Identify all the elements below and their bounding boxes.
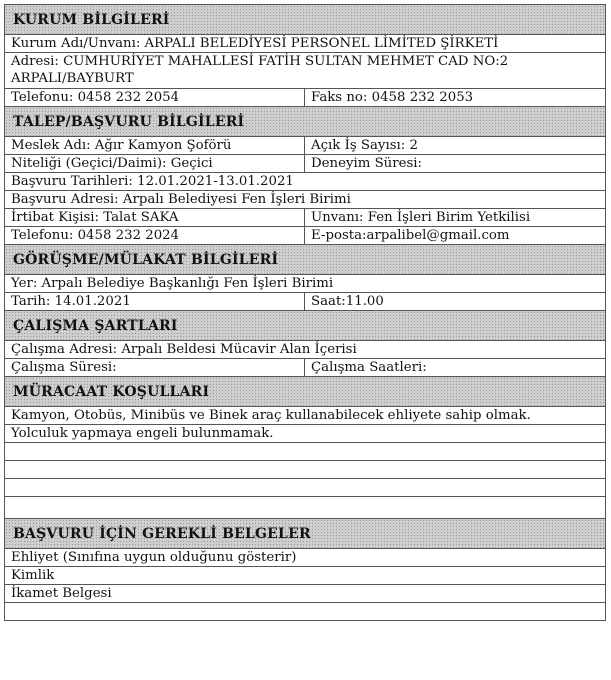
calisma-adresi: Çalışma Adresi: Arpalı Beldesi Mücavir Alan İçerisi — [11, 342, 357, 357]
irtibat-kisisi: İrtibat Kişisi: Talat SAKA — [5, 209, 305, 226]
row-talep-iletisim — [4, 226, 606, 244]
row-irtibat — [4, 208, 606, 226]
list-item — [4, 584, 606, 602]
belge-1: Ehliyet (Sınıfına uygun olduğunu gösterir) — [11, 550, 297, 565]
kurum-adi: Kurum Adı/Unvanı: ARPALI BELEDİYESİ PERSONEL LİMİTED ŞİRKETİ — [11, 36, 499, 51]
list-item — [4, 548, 606, 566]
list-item — [4, 424, 606, 442]
empty-row — [4, 460, 606, 478]
table-bottom-border — [4, 620, 606, 621]
niteligi: Niteliği (Geçici/Daimi): Geçici — [5, 155, 305, 172]
list-item — [4, 566, 606, 584]
row-gorusme-yer — [4, 274, 606, 292]
row-kurum-adres — [4, 52, 606, 88]
section-header-gorusme: GÖRÜŞME/MÜLAKAT BİLGİLERİ — [4, 244, 606, 274]
row-nitelik — [4, 154, 606, 172]
kurum-faks: Faks no: 0458 232 2053 — [311, 90, 474, 105]
row-basvuru-tarihleri — [4, 172, 606, 190]
muracaat-kosulu-2: Yolculuk yapmaya engeli bulunmamak. — [11, 426, 274, 441]
gorusme-tarih: Tarih: 14.01.2021 — [5, 293, 305, 310]
gorusme-saat: Saat:11.00 — [311, 294, 384, 309]
empty-row — [4, 478, 606, 496]
row-kurum-adi — [4, 34, 606, 52]
row-calisma-sure — [4, 358, 606, 376]
deneyim-suresi: Deneyim Süresi: — [311, 156, 423, 171]
belge-3: İkamet Belgesi — [11, 586, 112, 601]
calisma-saatleri: Çalışma Saatleri: — [311, 360, 427, 375]
row-meslek — [4, 136, 606, 154]
basvuru-tarihleri: Başvuru Tarihleri: 12.01.2021-13.01.2021 — [11, 174, 294, 189]
row-kurum-iletisim — [4, 88, 606, 106]
basvuru-adresi: Başvuru Adresi: Arpalı Belediyesi Fen İşleri Birimi — [11, 192, 351, 207]
kurum-adres: Adresi: CUMHURİYET MAHALLESİ FATİH SULTAN MEHMET CAD NO:2 ARPALI/BAYBURT — [11, 54, 509, 86]
meslek-adi: Meslek Adı: Ağır Kamyon Şoförü — [5, 137, 305, 154]
acik-is-sayisi: Açık İş Sayısı: 2 — [311, 138, 418, 153]
calisma-suresi: Çalışma Süresi: — [5, 359, 305, 376]
section-header-calisma: ÇALIŞMA ŞARTLARI — [4, 310, 606, 340]
muracaat-kosulu-1: Kamyon, Otobüs, Minibüs ve Binek araç kullanabilecek ehliyete sahip olmak. — [11, 408, 531, 423]
row-calisma-adres — [4, 340, 606, 358]
kurum-telefon: Telefonu: 0458 232 2054 — [5, 89, 305, 106]
section-header-belgeler: BAŞVURU İÇİN GEREKLİ BELGELER — [4, 518, 606, 548]
talep-eposta: E-posta:arpalibel@gmail.com — [311, 228, 510, 243]
irtibat-unvani: Unvanı: Fen İşleri Birim Yetkilisi — [311, 210, 531, 225]
empty-row — [4, 602, 606, 620]
section-header-muracaat: MÜRACAAT KOŞULLARI — [4, 376, 606, 406]
spacer-row — [4, 496, 606, 518]
talep-telefon: Telefonu: 0458 232 2024 — [5, 227, 305, 244]
row-basvuru-adresi — [4, 190, 606, 208]
section-header-talep: TALEP/BAŞVURU BİLGİLERİ — [4, 106, 606, 136]
list-item — [4, 406, 606, 424]
section-header-kurum: KURUM BİLGİLERİ — [4, 4, 606, 34]
row-gorusme-zaman — [4, 292, 606, 310]
empty-row — [4, 442, 606, 460]
belge-2: Kimlik — [11, 568, 55, 583]
form-sheet — [4, 4, 606, 621]
gorusme-yer: Yer: Arpalı Belediye Başkanlığı Fen İşleri Birimi — [11, 276, 334, 291]
